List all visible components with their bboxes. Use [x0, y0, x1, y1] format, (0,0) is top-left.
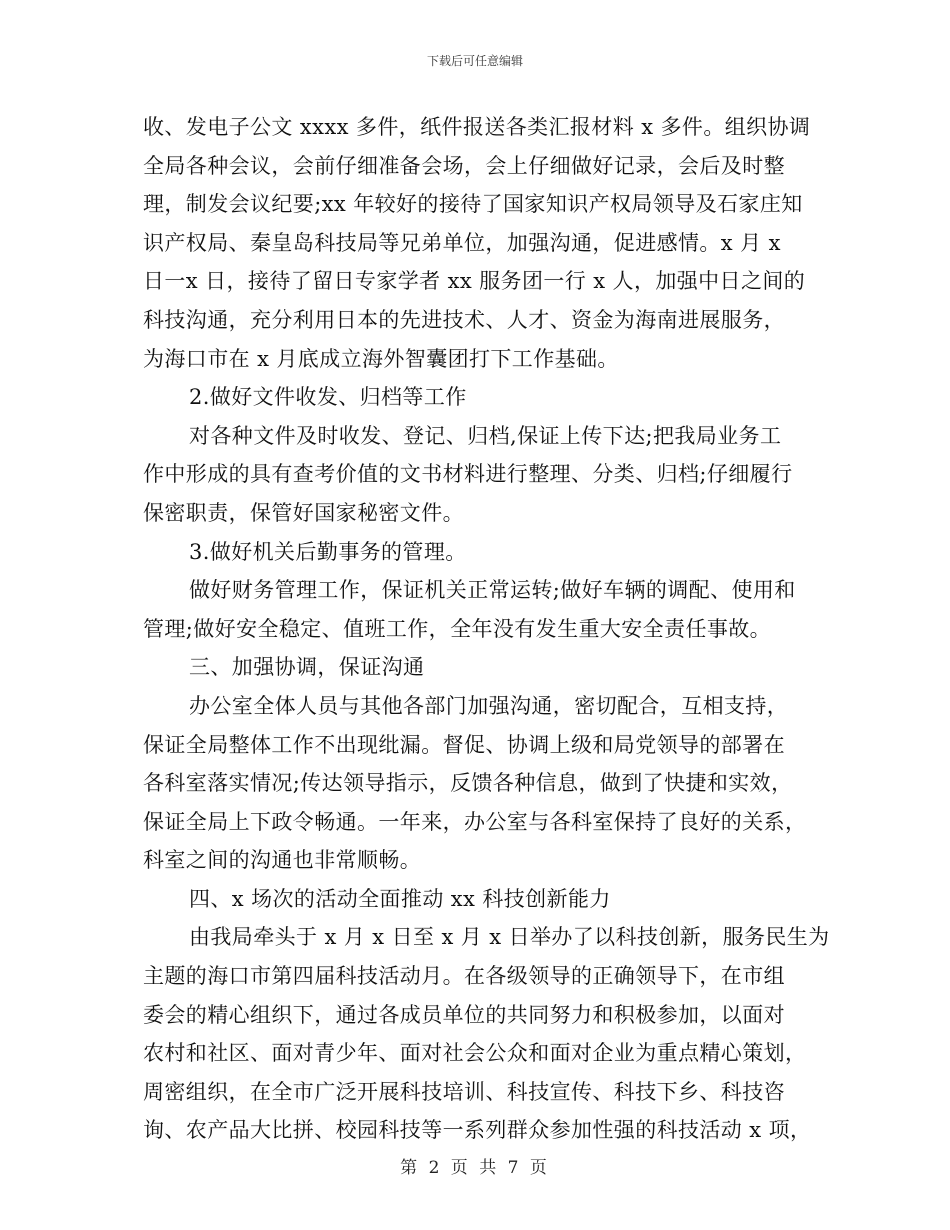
- text-line: 询、农产品大比拼、校园科技等一系列群众参加性强的科技活动 x 项，: [143, 1118, 812, 1143]
- page-header: 下载后可任意编辑: [426, 54, 523, 68]
- text-line: 保证全局上下政令畅通。一年来，办公室与各科室保持了良好的关系，: [143, 809, 807, 834]
- text-line: 作中形成的具有查考价值的文书材料进行整理、分类、归档;仔细履行: [143, 462, 793, 487]
- text-line: 由我局牵头于 x 月 x 日至 x 月 x 日举办了以科技创新，服务民生为: [189, 925, 830, 950]
- section-heading: 三、加强协调，保证沟通: [189, 655, 425, 680]
- text-line: 理，制发会议纪要;xx 年较好的接待了国家知识产权局领导及石家庄知: [143, 192, 803, 217]
- section-heading: 3.做好机关后勤事务的管理。: [189, 539, 467, 564]
- text-line: 科室之间的沟通也非常顺畅。: [143, 848, 422, 873]
- section-heading: 2.做好文件收发、归档等工作: [189, 385, 467, 410]
- page-number: 第 2 页 共 7 页: [400, 1158, 550, 1178]
- text-line: 周密组织，在全市广泛开展科技培训、科技宣传、科技下乡、科技咨: [143, 1079, 785, 1104]
- text-line: 科技沟通，充分利用日本的先进技术、人才、资金为海南进展服务，: [143, 307, 785, 332]
- text-line: 识产权局、秦皇岛科技局等兄弟单位，加强沟通，促进感情。x 月 x: [143, 230, 781, 255]
- text-line: 做好财务管理工作，保证机关正常运转;做好车辆的调配、使用和: [189, 578, 796, 603]
- text-line: 全局各种会议，会前仔细准备会场，会上仔细做好记录，会后及时整: [143, 153, 785, 178]
- text-line: 各科室落实情况;传达领导指示，反馈各种信息，做到了快捷和实效，: [143, 771, 793, 796]
- section-heading: 四、x 场次的活动全面推动 xx 科技创新能力: [189, 886, 611, 911]
- text-line: 保证全局整体工作不出现纰漏。督促、协调上级和局党领导的部署在: [143, 732, 785, 757]
- text-line: 保密职责，保管好国家秘密文件。: [143, 500, 464, 525]
- text-line: 主题的海口市第四届科技活动月。在各级领导的正确领导下，在市组: [143, 964, 785, 989]
- text-line: 委会的精心组织下，通过各成员单位的共同努力和积极参加，以面对: [143, 1002, 785, 1027]
- text-line: 收、发电子公文 xxxx 多件，纸件报送各类汇报材料 x 多件。组织协调: [143, 115, 811, 139]
- text-line: 管理;做好安全稳定、值班工作，全年没有发生重大安全责任事故。: [143, 616, 772, 641]
- text-line: 为海口市在 x 月底成立海外智囊团打下工作基础。: [143, 346, 619, 371]
- text-line: 农村和社区、面对青少年、面对社会公众和面对企业为重点精心策划，: [143, 1041, 807, 1066]
- document-body: [143, 108, 830, 1150]
- text-line: 办公室全体人员与其他各部门加强沟通，密切配合，互相支持，: [189, 693, 789, 718]
- text-line: 日一x 日，接待了留日专家学者 xx 服务团一行 x 人，加强中日之间的: [143, 269, 806, 294]
- text-line: 对各种文件及时收发、登记、归档,保证上传下达;把我局业务工: [189, 423, 782, 448]
